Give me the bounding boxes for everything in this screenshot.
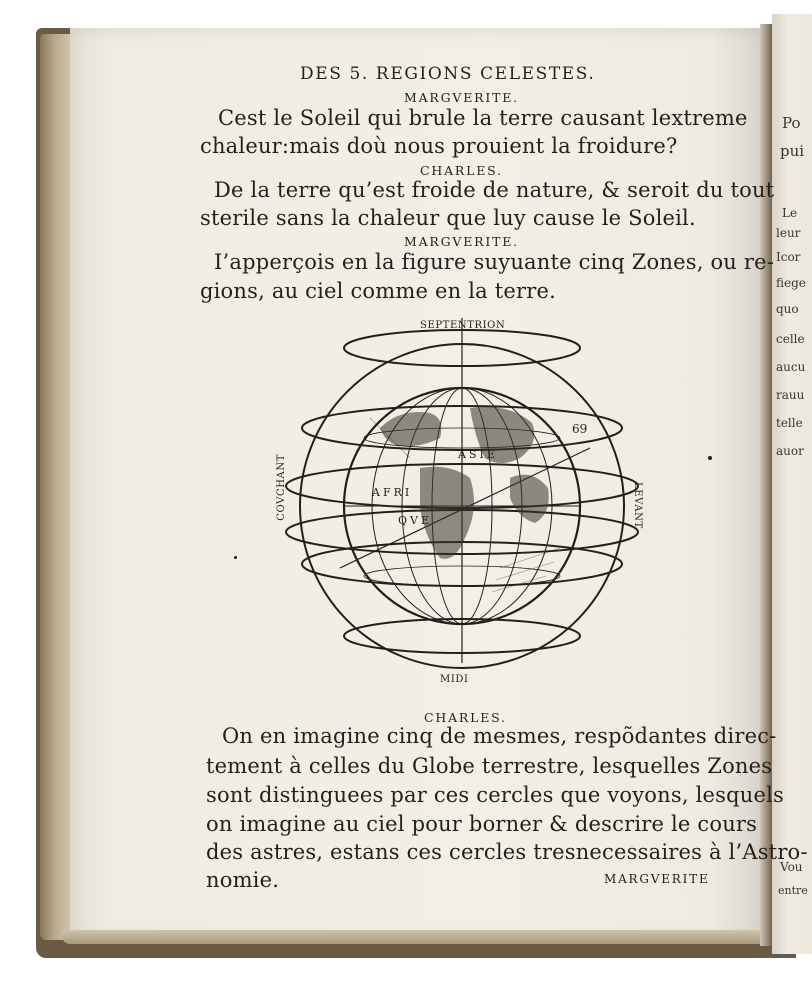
facing-fragment: Vou [780,860,803,874]
facing-fragment: celle [776,332,805,346]
west-label: COVCHANT [276,454,287,521]
facing-fragment: quo [776,302,799,316]
text-line: sterile sans la chaleur que luy cause le Soleil. [200,206,696,230]
running-header: DES 5. REGIONS CELESTES. [300,64,596,84]
text-line: des astres, estans ces cercles tresnecessaires à l’Astro- [206,840,808,864]
south-label: MIDI [440,674,469,685]
speaker-label: CHARLES. [424,710,507,725]
text-line: On en imagine cinq de mesmes, respõdantes direc- [222,724,777,748]
east-label: LEVANT [632,482,643,529]
page-bottom-edge [62,930,770,944]
catchword: MARGVERITE [604,872,710,886]
facing-fragment: leur [776,226,801,240]
text-line: De la terre qu’est froide de nature, & seroit du tout [214,178,775,202]
text-line: tement à celles du Globe terrestre, lesquelles Zones [206,754,773,778]
text-line: gions, au ciel comme en la terre. [200,279,556,303]
facing-fragment: Icor [776,250,801,264]
map-label-africa: AFRI [372,486,413,499]
facing-fragment: telle [776,416,803,430]
facing-fragment: pui [780,142,805,160]
page-stack-edge [40,34,74,940]
facing-fragment: fiege [776,276,806,290]
facing-fragment: Le [782,206,798,220]
text-line: Cest le Soleil qui brule la terre causant lextreme [218,106,748,130]
north-label: SEPTENTRION [420,320,506,331]
map-mark: 69 [572,422,588,436]
facing-fragment: rauu [776,388,805,402]
armillary-globe-figure [270,318,650,688]
map-label-asia: ASIE [458,448,498,461]
text-line: chaleur:mais doù nous prouient la froidure? [200,134,678,158]
facing-fragment: Po [782,114,801,132]
facing-fragment: aucu [776,360,806,374]
ink-spot [234,556,237,559]
text-line: sont distinguees par ces cercles que voyons, lesquels [206,783,784,807]
speaker-label: MARGVERITE. [404,90,519,105]
text-line: nomie. [206,868,280,892]
facing-fragment: auor [776,444,804,458]
map-label-africa-2: QVE [398,514,432,527]
text-line: I’apperçois en la figure suyuante cinq Zones, ou re- [214,250,775,274]
ink-spot [708,456,712,460]
globe-illustration [270,318,650,688]
text-line: on imagine au ciel pour borner & descrire le cours [206,812,758,836]
speaker-label: MARGVERITE. [404,234,519,249]
right-page [772,14,812,954]
speaker-label: CHARLES. [420,163,503,178]
facing-fragment: entre [778,884,808,897]
